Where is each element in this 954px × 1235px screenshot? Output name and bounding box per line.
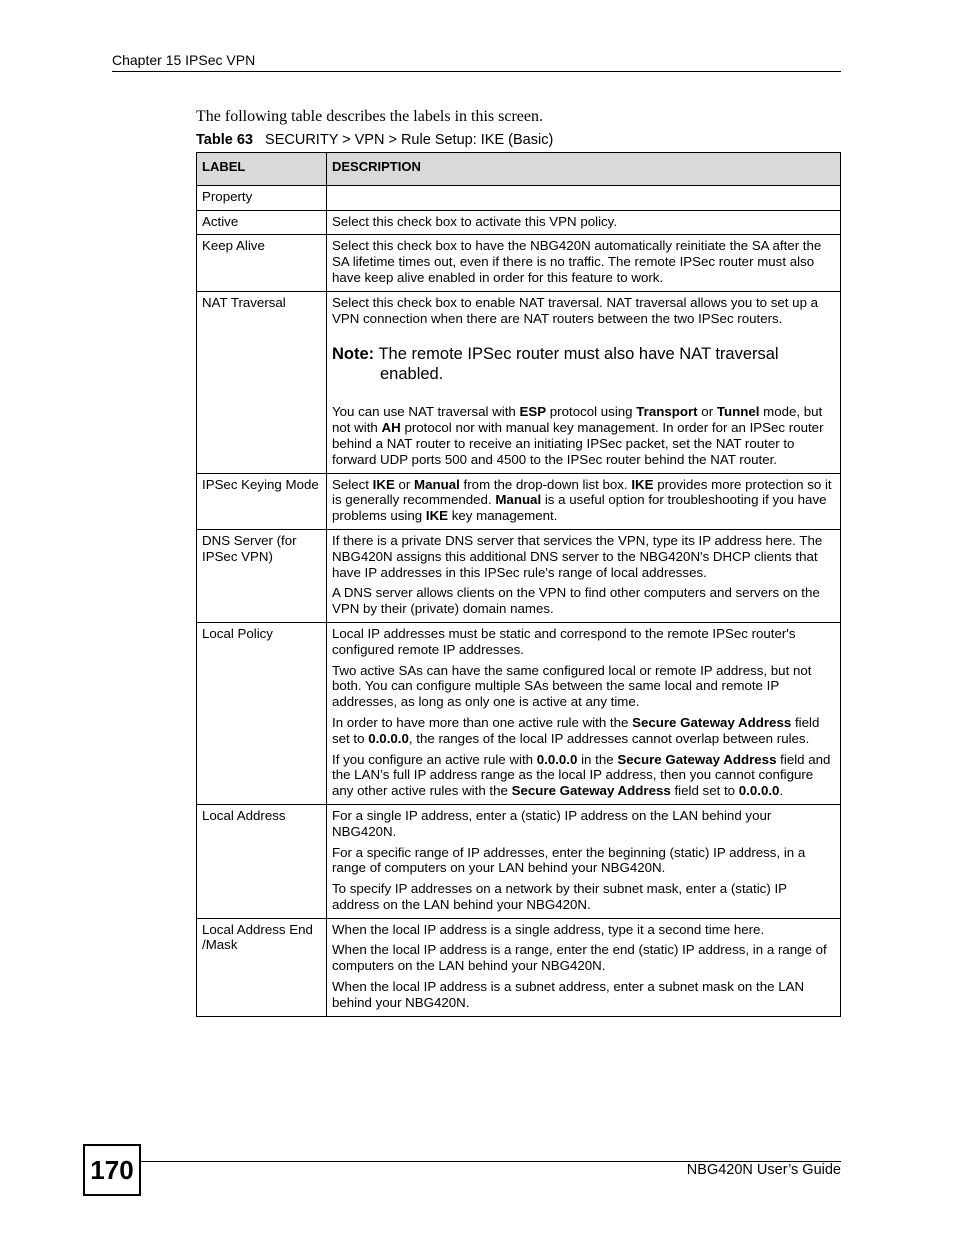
row-label: DNS Server (for IPSec VPN) [197, 529, 327, 622]
description-paragraph: Select this check box to enable NAT traversal. NAT traversal allows you to set up a VPN connection when there are NAT routers between the two IPSec routers. [332, 294, 819, 326]
table-caption-title: SECURITY > VPN > Rule Setup: IKE (Basic) [265, 132, 554, 148]
description-paragraph: Select IKE or Manual from the drop-down list box. IKE provides more protection so it is generally recommended. Manual is a useful option for troubleshooting if you have problems using IKE key management. [332, 476, 832, 524]
description-paragraph: For a specific range of IP addresses, enter the beginning (static) IP address, in a range of computers on your LAN behind your NBG420N. [332, 844, 806, 876]
row-description [327, 185, 841, 210]
description-paragraph: Select this check box to have the NBG420N automatically reinitiate the SA after the SA lifetime times out, even if there is no traffic. The remote IPSec router must also have keep alive enabled in order for this feature to work. [332, 238, 822, 285]
table-row [197, 473, 841, 529]
description-paragraph: A DNS server allows clients on the VPN to find other computers and servers on the VPN by their (private) domain names. [332, 585, 820, 617]
table-row [197, 291, 841, 473]
column-header-description: DESCRIPTION [327, 153, 841, 186]
description-paragraph: When the local IP address is a range, enter the end (static) IP address, in a range of computers on the LAN behind your NBG420N. [332, 942, 827, 974]
note-callout [332, 344, 835, 384]
table-caption [196, 132, 553, 148]
row-label: NAT Traversal [197, 291, 327, 473]
row-label: Keep Alive [197, 235, 327, 291]
column-header-label: LABEL [197, 153, 327, 186]
description-paragraph: In order to have more than one active rule with the Secure Gateway Address field set to 0.0.0.0, the ranges of the local IP addresses cannot overlap between rules. [332, 714, 820, 746]
table-row [197, 235, 841, 291]
row-label: Local Address [197, 804, 327, 918]
description-paragraph: Two active SAs can have the same configured local or remote IP address, but not both. You can configure multiple SAs between the same local and remote IP addresses, as long as only one is active at any time. [332, 662, 812, 710]
row-description [327, 235, 841, 291]
row-label: Active [197, 210, 327, 235]
table-row [197, 185, 841, 210]
table-header-row [197, 153, 841, 186]
row-description [327, 473, 841, 529]
description-paragraph: For a single IP address, enter a (static) IP address on the LAN behind your NBG420N. [332, 807, 772, 839]
description-paragraph: You can use NAT traversal with ESP protocol using Transport or Tunnel mode, but not with AH protocol nor with manual key management. In order for an IPSec router behind a NAT router to receive an initiating IPSec packet, set the NAT router to forward UDP ports 500 and 4500 to the IPSec router behind the NAT router. [332, 404, 824, 467]
description-paragraph: Local IP addresses must be static and correspond to the remote IPSec router's configured remote IP addresses. [332, 625, 796, 657]
description-paragraph: When the local IP address is a subnet address, enter a subnet mask on the LAN behind your NBG420N. [332, 979, 805, 1010]
table-caption-label: Table 63 [196, 132, 253, 148]
note-label: Note: [332, 345, 375, 364]
row-description [327, 210, 841, 235]
row-description [327, 529, 841, 622]
guide-title: NBG420N User’s Guide [686, 1162, 841, 1178]
row-label: Local Address End /Mask [197, 918, 327, 1016]
row-label: Local Policy [197, 622, 327, 804]
table-row [197, 529, 841, 622]
row-label: IPSec Keying Mode [197, 473, 327, 529]
row-description [327, 622, 841, 804]
description-paragraph: To specify IP addresses on a network by their subnet mask, enter a (static) IP address on the LAN behind your NBG420N. [332, 881, 787, 912]
table-row [197, 622, 841, 804]
page-number: 170 [83, 1144, 141, 1196]
row-label: Property [197, 185, 327, 210]
table-row [197, 918, 841, 1016]
row-description [327, 804, 841, 918]
description-paragraph: When the local IP address is a single address, type it a second time here. [332, 921, 765, 937]
intro-text: The following table describes the labels in this screen. [196, 108, 544, 125]
labels-table [196, 152, 841, 1017]
description-paragraph: If you configure an active rule with 0.0.0.0 in the Secure Gateway Address field and the LAN’s full IP address range as the local IP address, then you cannot configure any other active rules with the Secure Gateway Address field set to 0.0.0.0. [332, 751, 831, 799]
note-text: The remote IPSec router must also have NAT traversal enabled. [378, 345, 779, 384]
chapter-header: Chapter 15 IPSec VPN [112, 52, 256, 68]
table-row [197, 804, 841, 918]
table-row [197, 210, 841, 235]
header-divider [112, 71, 841, 72]
description-paragraph: Select this check box to activate this VPN policy. [332, 213, 618, 229]
row-description [327, 918, 841, 1016]
description-paragraph: If there is a private DNS server that services the VPN, type its IP address here. The NBG420N assigns this additional DNS server to the NBG420N's DHCP clients that have IP addresses in this IPSec rule's range of local addresses. [332, 532, 823, 580]
row-description [327, 291, 841, 473]
